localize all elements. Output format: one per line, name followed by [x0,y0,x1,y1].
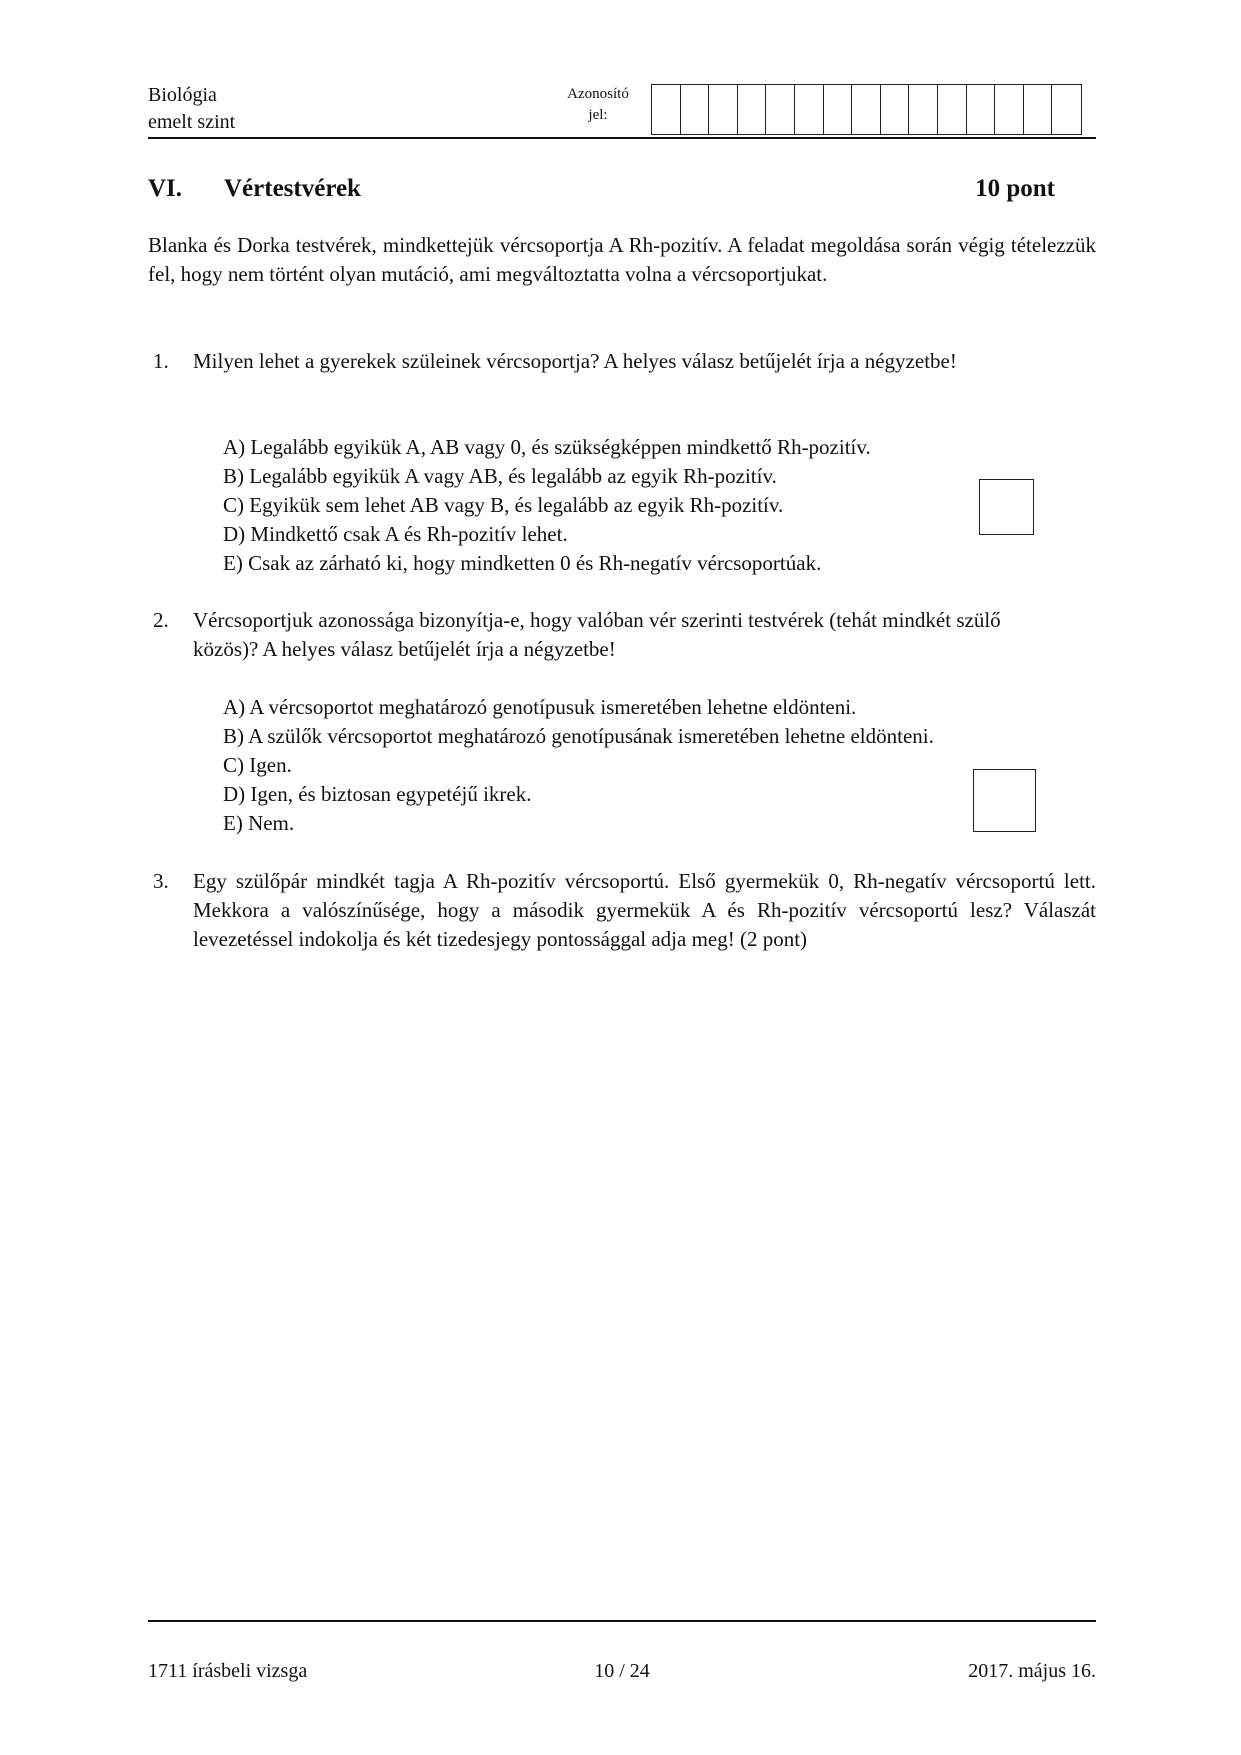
footer-date: 2017. május 16. [968,1660,1096,1682]
id-digit-box[interactable] [795,85,824,134]
question-1-number: 1. [153,349,169,373]
question-2-text: Vércsoportjuk azonossága bizonyítja-e, hogy valóban vér szerinti testvérek (tehát mindkét szülő közös)? A helyes válasz betűjelét írja a négyzetbe! [193,608,1001,661]
id-digit-box[interactable] [681,85,710,134]
subject-label: Biológia [148,84,217,106]
question-2-option-d: D) Igen, és biztosan egypetéjű ikrek. [223,782,532,806]
question-1-option-d: D) Mindkettő csak A és Rh-pozitív lehet. [223,522,568,546]
question-2-number: 2. [153,608,169,632]
page-number: 10 / 24 [594,1660,650,1682]
question-2-options [223,693,934,838]
question-1-options [223,433,871,578]
id-digit-box[interactable] [652,85,681,134]
id-digit-box[interactable] [709,85,738,134]
question-3-number: 3. [153,869,169,893]
id-digit-box[interactable] [995,85,1024,134]
intro-paragraph: Blanka és Dorka testvérek, mindkettejük vércsoportja A Rh-pozitív. A feladat megoldása során végig tételezzük fel, hogy nem történt olyan mutáció, ami megváltoztatta volna a vércsoportjukat. [148,233,1096,286]
question-2-option-b: B) A szülők vércsoportot meghatározó genotípusának ismeretében lehetne eldönteni. [223,724,934,748]
id-digit-box[interactable] [938,85,967,134]
question-2-option-e: E) Nem. [223,811,295,835]
footer-divider [148,1620,1096,1622]
section-points: 10 pont [975,175,1055,202]
question-1-text: Milyen lehet a gyerekek szüleinek vércsoportja? A helyes válasz betűjelét írja a négyzetbe! [193,349,957,373]
id-digit-box[interactable] [909,85,938,134]
section-number: VI. [148,175,183,202]
id-digit-box[interactable] [967,85,996,134]
question-2-answer-box[interactable] [973,769,1036,832]
id-digit-box[interactable] [824,85,853,134]
question-1-option-e: E) Csak az zárható ki, hogy mindketten 0 és Rh-negatív vércsoportúak. [223,551,822,575]
question-1-answer-box[interactable] [979,479,1034,535]
id-digit-box[interactable] [738,85,767,134]
section-title: Vértestvérek [224,175,361,202]
header-subject-block [148,82,235,136]
id-label: Azonosító jel: [567,86,629,123]
id-digit-box[interactable] [766,85,795,134]
footer-exam-code: 1711 írásbeli vizsga [148,1660,308,1682]
id-code-boxes[interactable] [651,84,1082,135]
question-3-text: Egy szülőpár mindkét tagja A Rh-pozitív vércsoportú. Első gyermekük 0, Rh-negatív vércsoportú lett. Mekkora a valószínűsége, hogy a második gyermekük A és Rh-pozitív vércsoportú lesz? Válaszát levezetéssel indokolja és két tizedesjegy pontossággal adja meg! (2 pont) [193,869,1096,951]
question-1-option-c: C) Egyikük sem lehet AB vagy B, és legalább az egyik Rh-pozitív. [223,493,784,517]
level-label: emelt szint [148,111,236,133]
id-digit-box[interactable] [852,85,881,134]
id-digit-box[interactable] [1024,85,1053,134]
id-digit-box[interactable] [881,85,910,134]
id-digit-box[interactable] [1052,85,1081,134]
question-2-option-a: A) A vércsoportot meghatározó genotípusuk ismeretében lehetne eldönteni. [223,695,857,719]
header-divider [148,137,1096,139]
question-1-option-a: A) Legalább egyikük A, AB vagy 0, és szükségképpen mindkettő Rh-pozitív. [223,435,871,459]
question-1-option-b: B) Legalább egyikük A vagy AB, és legalább az egyik Rh-pozitív. [223,464,777,488]
question-2-option-c: C) Igen. [223,753,292,777]
